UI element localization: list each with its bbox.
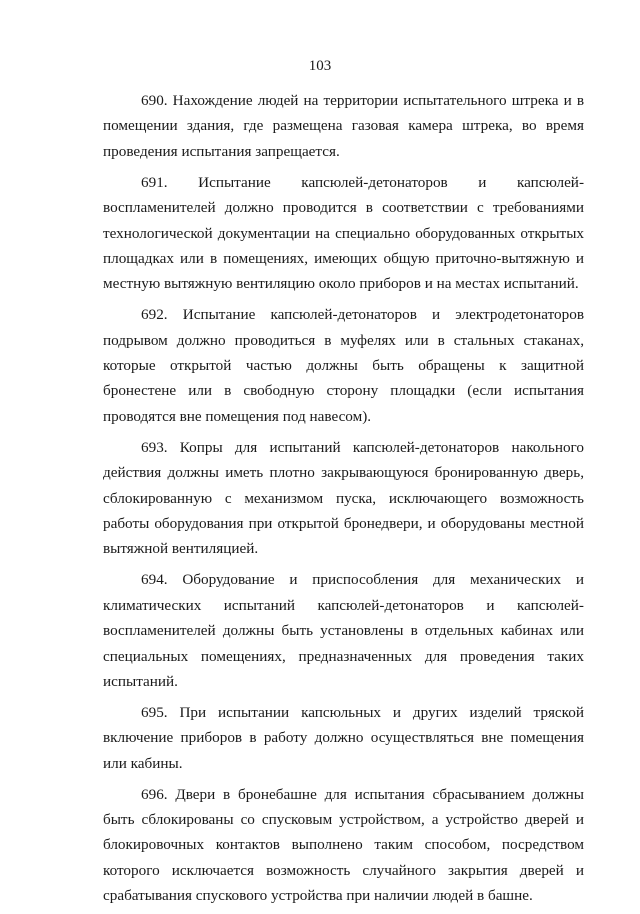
paragraph-694: 694. Оборудование и приспособления для механических и климатических испытаний капсюлей-детонаторов и капсюлей-воспламенителей должны быть установлены в отдельных кабинах или специальных помещениях, предназначенных для проведения таких испытаний. <box>103 571 584 690</box>
page-number: 103 <box>308 58 332 74</box>
paragraph-692: 692. Испытание капсюлей-детонаторов и электродетонаторов подрывом должно проводиться в муфелях или в стальных стаканах, которые открытой частью должны быть обращены к защитной бронестене или в свободную сторону площадки (если испытания проводятся вне помещения под навесом). <box>103 306 584 425</box>
paragraph-693: 693. Копры для испытаний капсюлей-детонаторов накольного действия должны иметь плотно закрывающуюся бронированную дверь, сблокированную с механизмом пуска, исключающего возможность работы оборудования при открытой бронедвери, и оборудованы местной вытяжной вентиляцией. <box>103 438 584 558</box>
document-body <box>103 88 584 914</box>
paragraph-696: 696. Двери в бронебашне для испытания сбрасыванием должны быть сблокированы со спусковым устройством, а устройство дверей и блокировочных контактов выполнено таким способом, посредством которого исключается возможность случайного закрытия дверей и срабатывания спускового устройства при наличии людей в башне. <box>103 785 584 905</box>
paragraph-690: 690. Нахождение людей на территории испытательного штрека и в помещении здания, где размещена газовая камера штрека, во время проведения испытания запрещается. <box>103 92 584 160</box>
paragraph-691: 691. Испытание капсюлей-детонаторов и капсюлей-воспламенителей должно проводится в соответствии с требованиями технологической документации на специально оборудованных открытых площадках или в помещениях, имеющих общую приточно-вытяжную и местную вытяжную вентиляцию около приборов и на местах испытаний. <box>103 173 584 293</box>
paragraph-695: 695. При испытании капсюльных и других изделий тряской включение приборов в работу должно осуществляться вне помещения или кабины. <box>103 703 584 772</box>
